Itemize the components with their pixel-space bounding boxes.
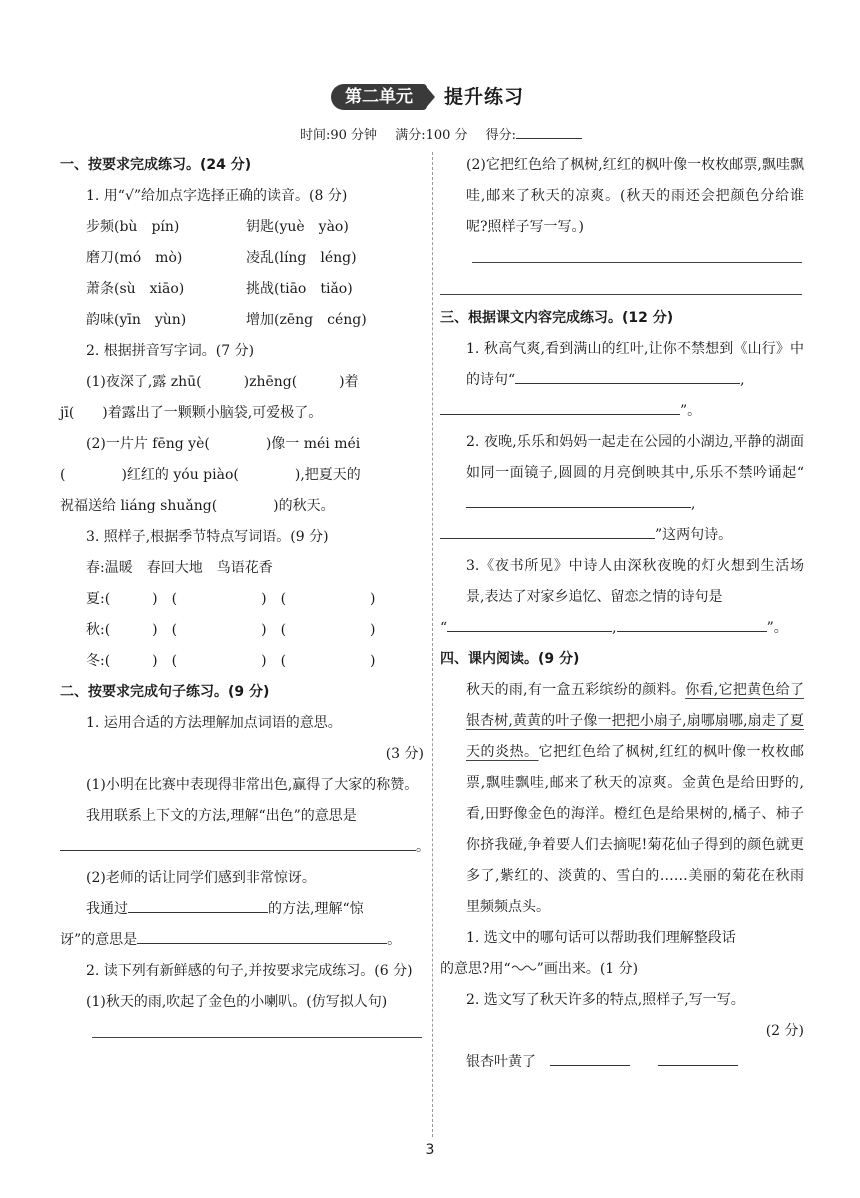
- question-1-1: 1. 用“√”给加点字选择正确的读音。(8 分): [86, 188, 348, 204]
- section-3-title: 三、根据课文内容完成练习。(12 分): [440, 310, 674, 326]
- question-3-1-line2: ”。: [440, 396, 804, 427]
- question-1-2: 2. 根据拼音写字词。(7 分): [86, 343, 255, 359]
- question-1-2-part2-line1[interactable]: (2)一片片 fēng yè( )像一 méi méi: [86, 436, 361, 452]
- answer-blank[interactable]: [440, 400, 680, 415]
- question-4-1-line2: 的意思?用“ ”画出来。(1 分): [440, 961, 639, 977]
- answer-blank[interactable]: [440, 524, 655, 539]
- question-2-1-part1-prompt: 我用联系上下文的方法,理解“出色”的意思是: [86, 808, 357, 824]
- question-2-1-part1: (1)小明在比赛中表现得非常出色,赢得了大家的称赞。: [86, 777, 419, 793]
- question-1-2-part1-line2[interactable]: jī( )着露出了一颗颗小脑袋,可爱极了。: [60, 405, 323, 421]
- answer-blank[interactable]: [515, 369, 740, 384]
- section-2-title: 二、按要求完成句子练习。(9 分): [60, 684, 270, 700]
- answer-blank[interactable]: [550, 1051, 630, 1066]
- pinyin-row: 韵味(yīn yùn) 增加(zēng céng): [86, 312, 367, 328]
- question-3-3-answer: “ , ”。: [440, 613, 804, 644]
- section-4-title: 四、课内阅读。(9 分): [440, 651, 580, 667]
- left-column: [60, 150, 430, 1038]
- answer-blank[interactable]: [466, 493, 691, 508]
- exam-meta: [300, 124, 596, 143]
- full-score: 满分:100 分: [395, 128, 468, 143]
- question-1-3: 3. 照样子,根据季节特点写词语。(9 分): [86, 529, 329, 545]
- season-row[interactable]: 冬:( ) ( ) ( ): [86, 653, 376, 669]
- question-4-1: 1. 选文中的哪句话可以帮助我们理解整段话: [466, 930, 736, 946]
- question-3-3: 3.《夜书所见》中诗人由深秋夜晚的灯火想到生活场景,表达了对家乡追忆、留恋之情的诗句是: [466, 558, 804, 605]
- season-example: 春:温暖 春回大地 鸟语花香: [86, 560, 273, 576]
- pinyin-row: 步频(bù pín) 钥匙(yuè yào): [86, 219, 349, 235]
- question-4-2-points: (2 分): [765, 1023, 804, 1039]
- pinyin-row: 萧条(sù xiāo) 挑战(tiāo tiǎo): [86, 281, 353, 297]
- question-3-2: 2. 夜晚,乐乐和妈妈一起走在公园的小湖边,平静的湖面如同一面镜子,圆圆的月亮倒映其中,乐乐不禁吟诵起“,: [466, 434, 804, 512]
- question-2-2: 2. 读下列有新鲜感的句子,并按要求完成练习。(6 分): [86, 963, 413, 979]
- badge-arrow-icon: [424, 84, 435, 110]
- question-2-2-part1: (1)秋天的雨,吹起了金色的小喇叭。(仿写拟人句): [86, 994, 388, 1010]
- wavy-line-icon: [511, 963, 537, 973]
- underlined-sentence: 你看,它把黄色给了银杏树,黄黄的叶子像一把把小扇子,扇哪扇哪,扇走了夏天的炎热。: [466, 682, 805, 760]
- season-row[interactable]: 秋:( ) ( ) ( ): [86, 622, 376, 638]
- question-1-2-part2-line2[interactable]: ( )红红的 yóu piào( ),把夏天的: [60, 467, 361, 483]
- answer-blank[interactable]: [137, 929, 387, 944]
- column-divider: [432, 152, 433, 1137]
- answer-line[interactable]: [92, 1036, 422, 1038]
- score-field[interactable]: [516, 124, 582, 139]
- unit-badge: 第二单元: [331, 84, 427, 110]
- answer-line[interactable]: 。: [60, 832, 424, 863]
- answer-blank[interactable]: [617, 617, 767, 632]
- page-number: 3: [425, 1142, 435, 1158]
- right-column: [440, 150, 804, 1078]
- question-1-2-part1-line1[interactable]: (1)夜深了,露 zhū( )zhēng( )着: [86, 374, 359, 390]
- answer-blank[interactable]: [128, 898, 268, 913]
- question-2-1: 1. 运用合适的方法理解加点词语的意思。: [86, 715, 342, 731]
- question-3-2-line2: ”这两句诗。: [440, 520, 804, 551]
- question-2-1-part2: (2)老师的话让同学们感到非常惊讶。: [86, 870, 316, 886]
- question-3-1: 1. 秋高气爽,看到满山的红叶,让你不禁想到《山行》中的诗句“ ,: [466, 341, 804, 388]
- question-2-2-part2: (2)它把红色给了枫树,红红的枫叶像一枚枚邮票,飘哇飘哇,邮来了秋天的凉爽。(秋天的雨还会把颜色分给谁呢?照样子写一写。): [466, 157, 804, 235]
- season-row[interactable]: 夏:( ) ( ) ( ): [86, 591, 376, 607]
- question-4-2: 2. 选文写了秋天许多的特点,照样子,写一写。: [466, 992, 745, 1008]
- answer-blank[interactable]: [447, 617, 612, 632]
- question-2-1-part2-prompt: 我通过 的方法,理解“惊: [60, 894, 424, 925]
- question-2-1-part2-prompt-end: 讶”的意思是 。: [60, 925, 424, 956]
- section-1-title: 一、按要求完成练习。(24 分): [60, 157, 252, 173]
- question-2-1-points: (3 分): [385, 746, 424, 762]
- pinyin-row: 磨刀(mó mò) 凌乱(líng léng): [86, 250, 357, 266]
- question-4-2-example: 银杏叶黄了: [440, 1047, 804, 1078]
- answer-blank[interactable]: [658, 1051, 738, 1066]
- score-label: 得分:: [485, 128, 517, 143]
- page-header: [0, 82, 860, 114]
- reading-passage: 秋天的雨,有一盒五彩缤纷的颜料。你看,它把黄色给了银杏树,黄黄的叶子像一把把小扇子,扇哪扇哪,扇走了夏天的炎热。它把红色给了枫树,红红的枫叶像一枚枚邮票,飘哇飘哇,邮来了秋天的凉爽。金黄色是给田野的,看,田野像金色的海洋。橙红色是给果树的,橘子、柿子你挤我碰,争着要人们去摘呢!菊花仙子得到的颜色就更多了,紫红的、淡黄的、雪白的……美丽的菊花在秋雨里频频点头。: [466, 682, 805, 915]
- page-title: 提升练习: [444, 86, 525, 108]
- question-1-2-part2-line3[interactable]: 祝福送给 liáng shuǎng( )的秋天。: [60, 498, 335, 514]
- time-limit: 时间:90 分钟: [300, 128, 378, 143]
